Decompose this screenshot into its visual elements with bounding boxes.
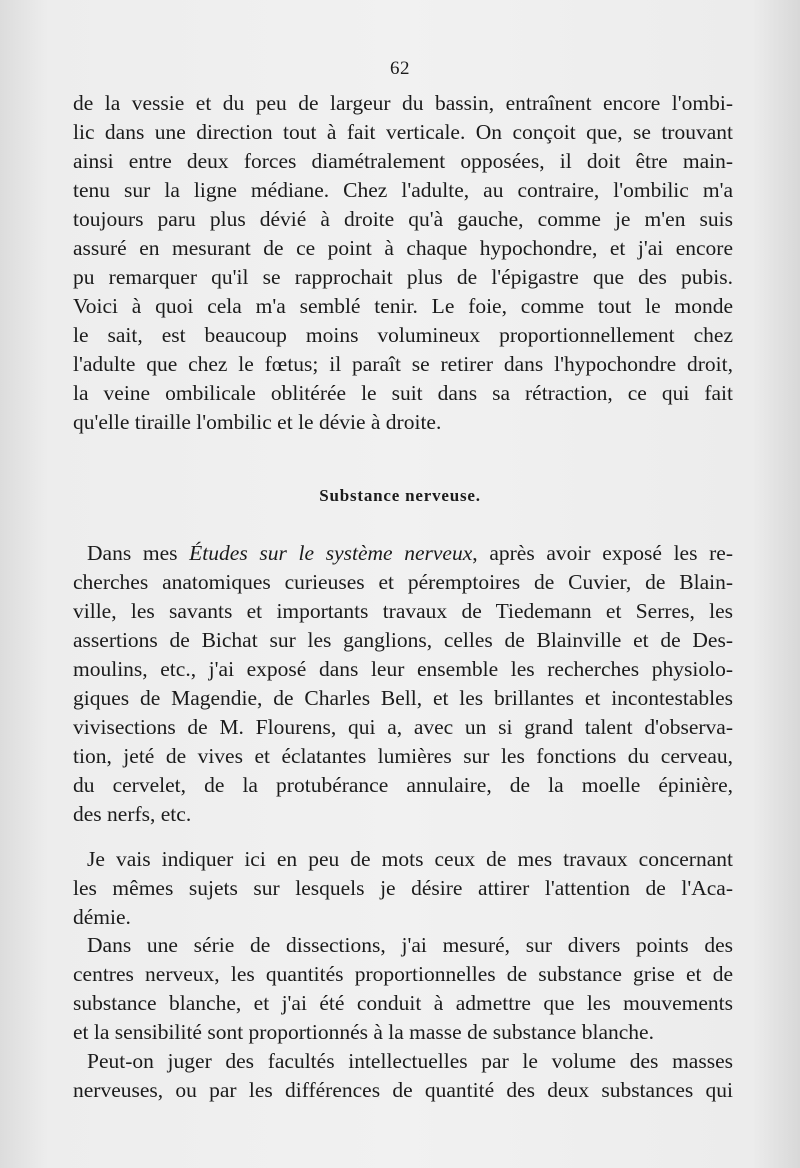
text-line: du cervelet, de la protubérance annulaire, de la moelle épinière, — [73, 773, 733, 797]
text-line: Dans une série de dissections, j'ai mesuré, sur divers points des — [87, 933, 733, 957]
text-line: vivisections de M. Flourens, qui a, avec un si grand talent d'observa- — [73, 715, 733, 739]
text-line: tenu sur la ligne médiane. Chez l'adulte, au contraire, l'ombilic m'a — [73, 178, 733, 202]
text-line: Dans mes Études sur le système nerveux, après avoir exposé les re- — [87, 541, 733, 565]
text-line: ville, les savants et importants travaux de Tiedemann et Serres, les — [73, 599, 733, 623]
text-line: pu remarquer qu'il se rapprochait plus de l'épigastre que des pubis. — [73, 265, 733, 289]
text-line: assertions de Bichat sur les ganglions, celles de Blainville et de Des- — [73, 628, 733, 652]
text-line: des nerfs, etc. — [73, 802, 192, 826]
text-line: moulins, etc., j'ai exposé dans leur ensemble les recherches physiolo- — [73, 657, 733, 681]
text-line: assuré en mesurant de ce point à chaque hypochondre, et j'ai encore — [73, 236, 733, 260]
text-line: cherches anatomiques curieuses et péremptoires de Cuvier, de Blain- — [73, 570, 733, 594]
text-line: lic dans une direction tout à fait verticale. On conçoit que, se trouvant — [73, 120, 733, 144]
text-line: tion, jeté de vives et éclatantes lumières sur les fonctions du cerveau, — [73, 744, 733, 768]
page-number: 62 — [390, 58, 410, 79]
text-line: les mêmes sujets sur lesquels je désire attirer l'attention de l'Aca- — [73, 876, 733, 900]
text-line: toujours paru plus dévié à droite qu'à gauche, comme je m'en suis — [73, 207, 733, 231]
book-title-italic: Études sur le système nerveux — [189, 541, 473, 565]
text-line: nerveuses, ou par les différences de quantité des deux substances qui — [73, 1078, 733, 1102]
paragraph-5 — [73, 1047, 733, 1105]
text-line: substance blanche, et j'ai été conduit à admettre que les mouvements — [73, 991, 733, 1015]
text-line: l'adulte que chez le fœtus; il paraît se retirer dans l'hypochondre droit, — [73, 352, 733, 376]
text-line: giques de Magendie, de Charles Bell, et les brillantes et incontestables — [73, 686, 733, 710]
text-line: centres nerveux, les quantités proportionnelles de substance grise et de — [73, 962, 733, 986]
text-line: et la sensibilité sont proportionnés à la masse de substance blanche. — [73, 1020, 654, 1044]
text-line: Peut-on juger des facultés intellectuelles par le volume des masses — [87, 1049, 733, 1073]
text-line: le sait, est beaucoup moins volumineux proportionnellement chez — [73, 323, 733, 347]
paragraph-2 — [73, 539, 733, 829]
paragraph-1 — [73, 89, 733, 437]
text-line: qu'elle tiraille l'ombilic et le dévie à droite. — [73, 410, 442, 434]
text-line: démie. — [73, 905, 131, 929]
text-line: la veine ombilicale oblitérée le suit dans sa rétraction, ce qui fait — [73, 381, 733, 405]
section-heading: Substance nerveuse. — [319, 486, 481, 505]
text-line: Je vais indiquer ici en peu de mots ceux de mes travaux concernant — [87, 847, 733, 871]
text-line: de la vessie et du peu de largeur du bassin, entraînent encore l'ombi- — [73, 91, 733, 115]
paragraph-4 — [73, 931, 733, 1047]
text-line: Voici à quoi cela m'a semblé tenir. Le foie, comme tout le monde — [73, 294, 733, 318]
text-line: ainsi entre deux forces diamétralement opposées, il doit être main- — [73, 149, 733, 173]
paragraph-3 — [73, 845, 733, 932]
